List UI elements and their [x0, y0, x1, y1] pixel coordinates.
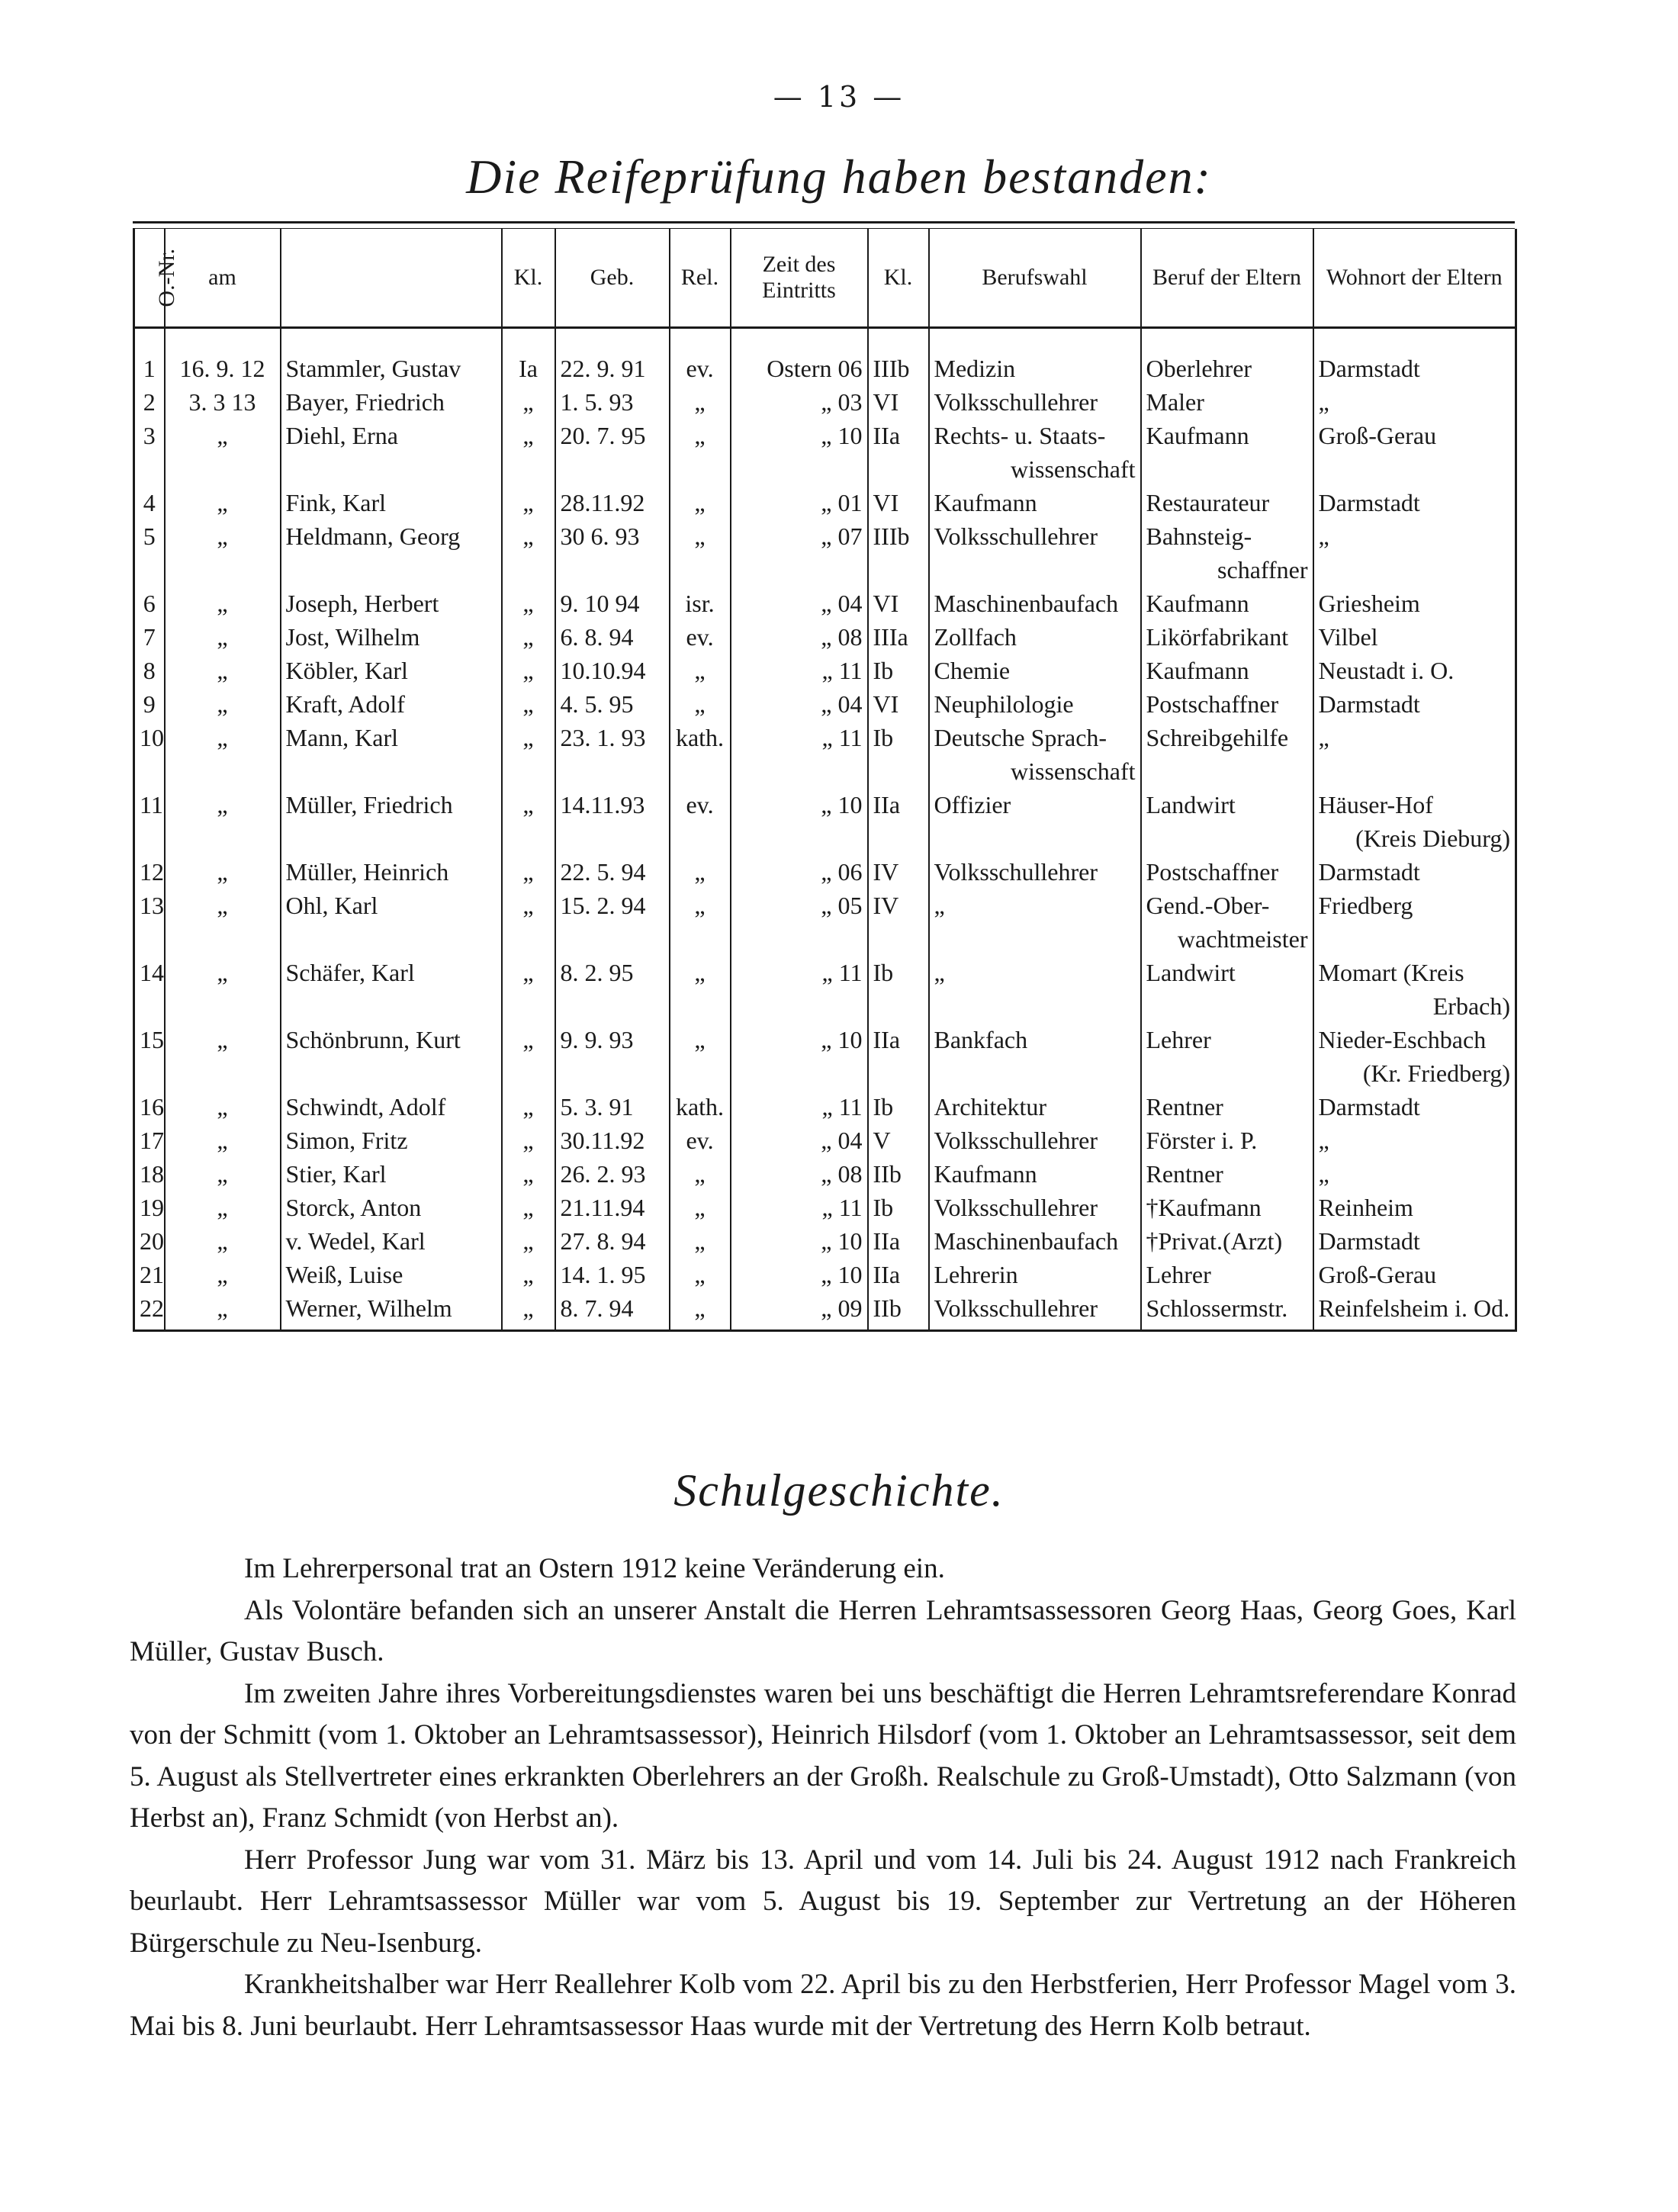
cell-name: Stier, Karl — [281, 1157, 502, 1191]
cell-wohnort: Darmstadt — [1313, 687, 1516, 721]
cell-berufswahl: Deutsche Sprach- wissenschaft — [929, 721, 1141, 788]
cell-name: Schäfer, Karl — [281, 956, 502, 1023]
cell-geb: 27. 8. 94 — [555, 1224, 670, 1258]
page-title: Die Reifeprüfung haben bestanden: — [466, 150, 1212, 204]
cell-geb: 1. 5. 93 — [555, 385, 670, 419]
table-row — [134, 889, 1516, 956]
cell-kl: „ — [502, 1157, 555, 1191]
cell-nr: 10 — [134, 721, 165, 788]
cell-name: Schönbrunn, Kurt — [281, 1023, 502, 1090]
cell-am: „ — [165, 1191, 281, 1224]
cell-am: „ — [165, 855, 281, 889]
cell-geb: 9. 10 94 — [555, 587, 670, 620]
cell-kl2: Ib — [868, 956, 929, 1023]
cell-kl: „ — [502, 687, 555, 721]
cell-rel: „ — [670, 687, 731, 721]
cell-beruf-eltern: Lehrer — [1141, 1258, 1313, 1291]
cell-beruf-eltern: †Privat.(Arzt) — [1141, 1224, 1313, 1258]
header-eintritt: Zeit des Eintritts — [731, 229, 868, 328]
header-wohnort: Wohnort der Eltern — [1313, 229, 1516, 328]
cell-nr: 22 — [134, 1291, 165, 1331]
cell-geb: 30.11.92 — [555, 1124, 670, 1157]
cell-kl2: IIb — [868, 1291, 929, 1331]
table-top-rule — [133, 221, 1515, 229]
table-row — [134, 328, 1516, 386]
cell-beruf-eltern: Restaurateur — [1141, 486, 1313, 519]
cell-nr: 17 — [134, 1124, 165, 1157]
cell-name: Jost, Wilhelm — [281, 620, 502, 654]
cell-wohnort: Darmstadt — [1313, 1224, 1516, 1258]
paragraph: Krankheitshalber war Herr Reallehrer Kolb vom 22. April bis zu den Herbstferien, Herr Professor Magel vom 3. Mai bis 8. Juni beurlaubt. Herr Lehramtsassessor Haas wurde mit der Vertretung des Herrn Kolb betraut. — [130, 1969, 1516, 2042]
header-geb: Geb. — [555, 229, 670, 328]
cell-rel: kath. — [670, 1090, 731, 1124]
cell-rel: „ — [670, 654, 731, 687]
table-row — [134, 385, 1516, 419]
cell-name: Bayer, Friedrich — [281, 385, 502, 419]
cell-kl2: IIa — [868, 1023, 929, 1090]
cell-geb: 5. 3. 91 — [555, 1090, 670, 1124]
cell-geb: 14. 1. 95 — [555, 1258, 670, 1291]
cell-geb: 14.11.93 — [555, 788, 670, 855]
cell-kl2: VI — [868, 385, 929, 419]
cell-kl: „ — [502, 855, 555, 889]
cell-kl: „ — [502, 486, 555, 519]
cell-eintritt: „ 07 — [731, 519, 868, 587]
cell-berufswahl: Volksschullehrer — [929, 855, 1141, 889]
cell-name: Joseph, Herbert — [281, 587, 502, 620]
cell-rel: ev. — [670, 1124, 731, 1157]
cell-nr: 6 — [134, 587, 165, 620]
cell-nr: 7 — [134, 620, 165, 654]
page-number: — 13 — — [773, 80, 905, 114]
table-row — [134, 1224, 1516, 1258]
cell-eintritt: „ 03 — [731, 385, 868, 419]
header-kl2: Kl. — [868, 229, 929, 328]
cell-wohnort: Darmstadt — [1313, 1090, 1516, 1124]
cell-eintritt: „ 10 — [731, 1224, 868, 1258]
cell-kl2: IIa — [868, 419, 929, 486]
table-row — [134, 1124, 1516, 1157]
cell-name: Kraft, Adolf — [281, 687, 502, 721]
cell-geb: 20. 7. 95 — [555, 419, 670, 486]
cell-beruf-eltern: Kaufmann — [1141, 587, 1313, 620]
cell-eintritt: „ 11 — [731, 721, 868, 788]
cell-berufswahl: Chemie — [929, 654, 1141, 687]
cell-geb: 6. 8. 94 — [555, 620, 670, 654]
cell-nr: 8 — [134, 654, 165, 687]
cell-eintritt: „ 10 — [731, 419, 868, 486]
cell-am: „ — [165, 1124, 281, 1157]
cell-eintritt: „ 04 — [731, 1124, 868, 1157]
cell-nr: 19 — [134, 1191, 165, 1224]
table-header-row — [134, 229, 1516, 328]
cell-wohnort: Momart (Kreis Erbach) — [1313, 956, 1516, 1023]
cell-nr: 2 — [134, 385, 165, 419]
paragraph: Im zweiten Jahre ihres Vorbereitungsdienstes waren bei uns beschäftigt die Herren Lehramtsreferendare Konrad von der Schmitt (vom 1. Oktober an Lehramtsassessor), Heinrich Hilsdorf (vom 1. Oktober an Lehramtsassessor, seit dem 5. August als Stellvertreter eines erkrankten Oberlehrers an der Großh. Realschule zu Groß-Umstadt), Otto Salzmann (von Herbst an), Franz Schmidt (von Herbst an). — [130, 1677, 1516, 1834]
header-berufswahl: Berufswahl — [929, 229, 1141, 328]
cell-am: „ — [165, 1090, 281, 1124]
cell-geb: 8. 7. 94 — [555, 1291, 670, 1331]
cell-nr: 14 — [134, 956, 165, 1023]
cell-name: Diehl, Erna — [281, 419, 502, 486]
cell-beruf-eltern: Förster i. P. — [1141, 1124, 1313, 1157]
cell-beruf-eltern: Rentner — [1141, 1090, 1313, 1124]
cell-kl2: V — [868, 1124, 929, 1157]
cell-beruf-eltern: Postschaffner — [1141, 687, 1313, 721]
cell-eintritt: „ 04 — [731, 687, 868, 721]
table-row — [134, 1291, 1516, 1331]
cell-rel: isr. — [670, 587, 731, 620]
cell-kl: „ — [502, 1124, 555, 1157]
cell-am: „ — [165, 687, 281, 721]
cell-beruf-eltern: Postschaffner — [1141, 855, 1313, 889]
cell-berufswahl: Zollfach — [929, 620, 1141, 654]
cell-eintritt: „ 10 — [731, 1023, 868, 1090]
cell-beruf-eltern: Schlossermstr. — [1141, 1291, 1313, 1331]
cell-name: Ohl, Karl — [281, 889, 502, 956]
cell-kl: „ — [502, 587, 555, 620]
cell-wohnort: Nieder-Eschbach (Kr. Friedberg) — [1313, 1023, 1516, 1090]
cell-wohnort: Groß-Gerau — [1313, 1258, 1516, 1291]
cell-rel: „ — [670, 419, 731, 486]
cell-kl2: IIa — [868, 1258, 929, 1291]
cell-rel: „ — [670, 855, 731, 889]
cell-berufswahl: Volksschullehrer — [929, 385, 1141, 419]
table-body — [134, 328, 1516, 1331]
cell-kl: „ — [502, 1090, 555, 1124]
cell-kl2: Ib — [868, 721, 929, 788]
cell-rel: kath. — [670, 721, 731, 788]
cell-geb: 8. 2. 95 — [555, 956, 670, 1023]
cell-beruf-eltern: Lehrer — [1141, 1023, 1313, 1090]
cell-berufswahl: Kaufmann — [929, 486, 1141, 519]
cell-beruf-eltern: Bahnsteig- schaffner — [1141, 519, 1313, 587]
cell-kl2: Ib — [868, 1191, 929, 1224]
cell-wohnort: „ — [1313, 519, 1516, 587]
cell-kl2: IIIb — [868, 328, 929, 386]
cell-name: Müller, Friedrich — [281, 788, 502, 855]
cell-berufswahl: Rechts- u. Staats- wissenschaft — [929, 419, 1141, 486]
cell-nr: 13 — [134, 889, 165, 956]
cell-wohnort: Reinfelsheim i. Od. — [1313, 1291, 1516, 1331]
table-row — [134, 721, 1516, 788]
cell-kl: „ — [502, 1224, 555, 1258]
cell-berufswahl: „ — [929, 889, 1141, 956]
cell-berufswahl: Kaufmann — [929, 1157, 1141, 1191]
paragraph: Als Volontäre befanden sich an unserer Anstalt die Herren Lehramtsassessoren Georg Haas, Georg Goes, Karl Müller, Gustav Busch. — [130, 1594, 1516, 1667]
cell-berufswahl: Lehrerin — [929, 1258, 1141, 1291]
cell-am: „ — [165, 721, 281, 788]
cell-beruf-eltern: Maler — [1141, 385, 1313, 419]
cell-name: Weiß, Luise — [281, 1258, 502, 1291]
table-row — [134, 486, 1516, 519]
cell-beruf-eltern: Landwirt — [1141, 788, 1313, 855]
cell-wohnort: Groß-Gerau — [1313, 419, 1516, 486]
cell-rel: „ — [670, 1291, 731, 1331]
cell-am: „ — [165, 587, 281, 620]
cell-name: Schwindt, Adolf — [281, 1090, 502, 1124]
cell-rel: „ — [670, 385, 731, 419]
cell-eintritt: „ 11 — [731, 654, 868, 687]
cell-am: „ — [165, 1157, 281, 1191]
cell-beruf-eltern: Landwirt — [1141, 956, 1313, 1023]
cell-wohnort: „ — [1313, 721, 1516, 788]
cell-name: Mann, Karl — [281, 721, 502, 788]
cell-eintritt: „ 01 — [731, 486, 868, 519]
header-kl: Kl. — [502, 229, 555, 328]
cell-eintritt: „ 10 — [731, 788, 868, 855]
cell-kl: „ — [502, 654, 555, 687]
cell-beruf-eltern: Likörfabrikant — [1141, 620, 1313, 654]
cell-kl2: Ib — [868, 654, 929, 687]
cell-rel: ev. — [670, 788, 731, 855]
cell-nr: 5 — [134, 519, 165, 587]
header-nr: O.-Nr. — [134, 229, 165, 328]
cell-name: Köbler, Karl — [281, 654, 502, 687]
paragraph: Herr Professor Jung war vom 31. März bis 13. April und vom 14. Juli bis 24. August 1912 nach Frankreich beurlaubt. Herr Lehramtsassessor Müller war vom 5. August bis 19. September zur Vertretung an der Höheren Bürgerschule zu Neu-Isenburg. — [130, 1844, 1516, 1959]
cell-name: Stammler, Gustav — [281, 328, 502, 386]
cell-berufswahl: Medizin — [929, 328, 1141, 386]
cell-name: Heldmann, Georg — [281, 519, 502, 587]
cell-berufswahl: Volksschullehrer — [929, 1291, 1141, 1331]
graduates-table — [133, 229, 1517, 1332]
cell-am: 3. 3 13 — [165, 385, 281, 419]
cell-name: Simon, Fritz — [281, 1124, 502, 1157]
cell-geb: 22. 5. 94 — [555, 855, 670, 889]
cell-kl2: IV — [868, 855, 929, 889]
cell-kl: „ — [502, 1258, 555, 1291]
header-rel: Rel. — [670, 229, 731, 328]
cell-rel: „ — [670, 1258, 731, 1291]
cell-rel: „ — [670, 1224, 731, 1258]
cell-berufswahl: Architektur — [929, 1090, 1141, 1124]
cell-rel: „ — [670, 1191, 731, 1224]
cell-am: „ — [165, 519, 281, 587]
cell-am: „ — [165, 788, 281, 855]
cell-kl: „ — [502, 721, 555, 788]
cell-nr: 18 — [134, 1157, 165, 1191]
table-row — [134, 788, 1516, 855]
cell-berufswahl: Volksschullehrer — [929, 1124, 1141, 1157]
cell-kl: „ — [502, 1191, 555, 1224]
cell-geb: 23. 1. 93 — [555, 721, 670, 788]
cell-beruf-eltern: Oberlehrer — [1141, 328, 1313, 386]
cell-berufswahl: „ — [929, 956, 1141, 1023]
cell-kl: „ — [502, 956, 555, 1023]
paragraph: Im Lehrerpersonal trat an Ostern 1912 keine Veränderung ein. — [244, 1553, 945, 1584]
cell-kl: „ — [502, 788, 555, 855]
cell-eintritt: „ 11 — [731, 956, 868, 1023]
cell-geb: 15. 2. 94 — [555, 889, 670, 956]
cell-rel: „ — [670, 519, 731, 587]
cell-geb: 9. 9. 93 — [555, 1023, 670, 1090]
table-row — [134, 519, 1516, 587]
cell-am: „ — [165, 654, 281, 687]
table-row — [134, 1157, 1516, 1191]
cell-berufswahl: Offizier — [929, 788, 1141, 855]
table-row — [134, 1191, 1516, 1224]
cell-kl2: IV — [868, 889, 929, 956]
cell-geb: 30 6. 93 — [555, 519, 670, 587]
cell-nr: 12 — [134, 855, 165, 889]
cell-wohnort: Friedberg — [1313, 889, 1516, 956]
cell-eintritt: „ 06 — [731, 855, 868, 889]
cell-geb: 28.11.92 — [555, 486, 670, 519]
cell-am: „ — [165, 1258, 281, 1291]
cell-name: Fink, Karl — [281, 486, 502, 519]
cell-kl2: VI — [868, 587, 929, 620]
cell-wohnort: „ — [1313, 1157, 1516, 1191]
cell-berufswahl: Neuphilologie — [929, 687, 1141, 721]
cell-nr: 21 — [134, 1258, 165, 1291]
cell-beruf-eltern: Kaufmann — [1141, 654, 1313, 687]
table-row — [134, 654, 1516, 687]
cell-rel: „ — [670, 1157, 731, 1191]
table-row — [134, 687, 1516, 721]
cell-nr: 3 — [134, 419, 165, 486]
cell-kl2: IIIb — [868, 519, 929, 587]
cell-beruf-eltern: Rentner — [1141, 1157, 1313, 1191]
table-row — [134, 620, 1516, 654]
cell-name: v. Wedel, Karl — [281, 1224, 502, 1258]
cell-rel: „ — [670, 486, 731, 519]
table-row — [134, 419, 1516, 486]
cell-wohnort: Neustadt i. O. — [1313, 654, 1516, 687]
cell-kl2: VI — [868, 687, 929, 721]
cell-name: Werner, Wilhelm — [281, 1291, 502, 1331]
cell-kl2: Ib — [868, 1090, 929, 1124]
cell-am: „ — [165, 1023, 281, 1090]
cell-nr: 9 — [134, 687, 165, 721]
cell-kl: „ — [502, 889, 555, 956]
cell-wohnort: Darmstadt — [1313, 328, 1516, 386]
cell-wohnort: „ — [1313, 1124, 1516, 1157]
cell-rel: ev. — [670, 620, 731, 654]
cell-am: „ — [165, 956, 281, 1023]
cell-nr: 1 — [134, 328, 165, 386]
cell-eintritt: Ostern 06 — [731, 328, 868, 386]
cell-eintritt: „ 04 — [731, 587, 868, 620]
body-text — [130, 1548, 1516, 2047]
cell-berufswahl: Bankfach — [929, 1023, 1141, 1090]
cell-wohnort: Darmstadt — [1313, 855, 1516, 889]
header-am: am — [165, 229, 281, 328]
cell-kl2: IIa — [868, 1224, 929, 1258]
cell-rel: „ — [670, 1023, 731, 1090]
cell-nr: 4 — [134, 486, 165, 519]
cell-kl2: VI — [868, 486, 929, 519]
cell-am: „ — [165, 889, 281, 956]
cell-wohnort: Griesheim — [1313, 587, 1516, 620]
cell-nr: 20 — [134, 1224, 165, 1258]
cell-wohnort: Reinheim — [1313, 1191, 1516, 1224]
cell-kl: Ia — [502, 328, 555, 386]
cell-kl: „ — [502, 519, 555, 587]
cell-am: 16. 9. 12 — [165, 328, 281, 386]
table-row — [134, 587, 1516, 620]
cell-berufswahl: Volksschullehrer — [929, 519, 1141, 587]
cell-beruf-eltern: Gend.-Ober- wachtmeister — [1141, 889, 1313, 956]
header-name — [281, 229, 502, 328]
cell-berufswahl: Maschinenbaufach — [929, 587, 1141, 620]
cell-beruf-eltern: Schreibgehilfe — [1141, 721, 1313, 788]
cell-am: „ — [165, 1291, 281, 1331]
cell-kl: „ — [502, 385, 555, 419]
cell-kl2: IIa — [868, 788, 929, 855]
cell-am: „ — [165, 620, 281, 654]
cell-kl: „ — [502, 1291, 555, 1331]
cell-kl2: IIIa — [868, 620, 929, 654]
cell-nr: 15 — [134, 1023, 165, 1090]
cell-nr: 16 — [134, 1090, 165, 1124]
table-row — [134, 1258, 1516, 1291]
header-beruf-eltern: Beruf der Eltern — [1141, 229, 1313, 328]
cell-berufswahl: Volksschullehrer — [929, 1191, 1141, 1224]
cell-beruf-eltern: †Kaufmann — [1141, 1191, 1313, 1224]
graduates-table-wrap — [133, 221, 1515, 1332]
cell-kl: „ — [502, 419, 555, 486]
cell-geb: 21.11.94 — [555, 1191, 670, 1224]
cell-am: „ — [165, 419, 281, 486]
cell-beruf-eltern: Kaufmann — [1141, 419, 1313, 486]
cell-kl2: IIb — [868, 1157, 929, 1191]
cell-geb: 22. 9. 91 — [555, 328, 670, 386]
table-row — [134, 956, 1516, 1023]
cell-eintritt: „ 11 — [731, 1191, 868, 1224]
table-row — [134, 1023, 1516, 1090]
cell-rel: „ — [670, 956, 731, 1023]
cell-eintritt: „ 08 — [731, 620, 868, 654]
cell-am: „ — [165, 486, 281, 519]
cell-berufswahl: Maschinenbaufach — [929, 1224, 1141, 1258]
cell-geb: 10.10.94 — [555, 654, 670, 687]
cell-geb: 4. 5. 95 — [555, 687, 670, 721]
cell-eintritt: „ 09 — [731, 1291, 868, 1331]
cell-wohnort: Häuser-Hof (Kreis Dieburg) — [1313, 788, 1516, 855]
cell-name: Storck, Anton — [281, 1191, 502, 1224]
cell-nr: 11 — [134, 788, 165, 855]
cell-wohnort: Vilbel — [1313, 620, 1516, 654]
cell-wohnort: „ — [1313, 385, 1516, 419]
cell-am: „ — [165, 1224, 281, 1258]
cell-eintritt: „ 11 — [731, 1090, 868, 1124]
cell-name: Müller, Heinrich — [281, 855, 502, 889]
cell-rel: „ — [670, 889, 731, 956]
cell-rel: ev. — [670, 328, 731, 386]
cell-kl: „ — [502, 620, 555, 654]
cell-eintritt: „ 08 — [731, 1157, 868, 1191]
cell-geb: 26. 2. 93 — [555, 1157, 670, 1191]
cell-wohnort: Darmstadt — [1313, 486, 1516, 519]
section-title: Schulgeschichte. — [673, 1465, 1005, 1516]
table-row — [134, 1090, 1516, 1124]
cell-eintritt: „ 05 — [731, 889, 868, 956]
table-row — [134, 855, 1516, 889]
cell-kl: „ — [502, 1023, 555, 1090]
cell-eintritt: „ 10 — [731, 1258, 868, 1291]
